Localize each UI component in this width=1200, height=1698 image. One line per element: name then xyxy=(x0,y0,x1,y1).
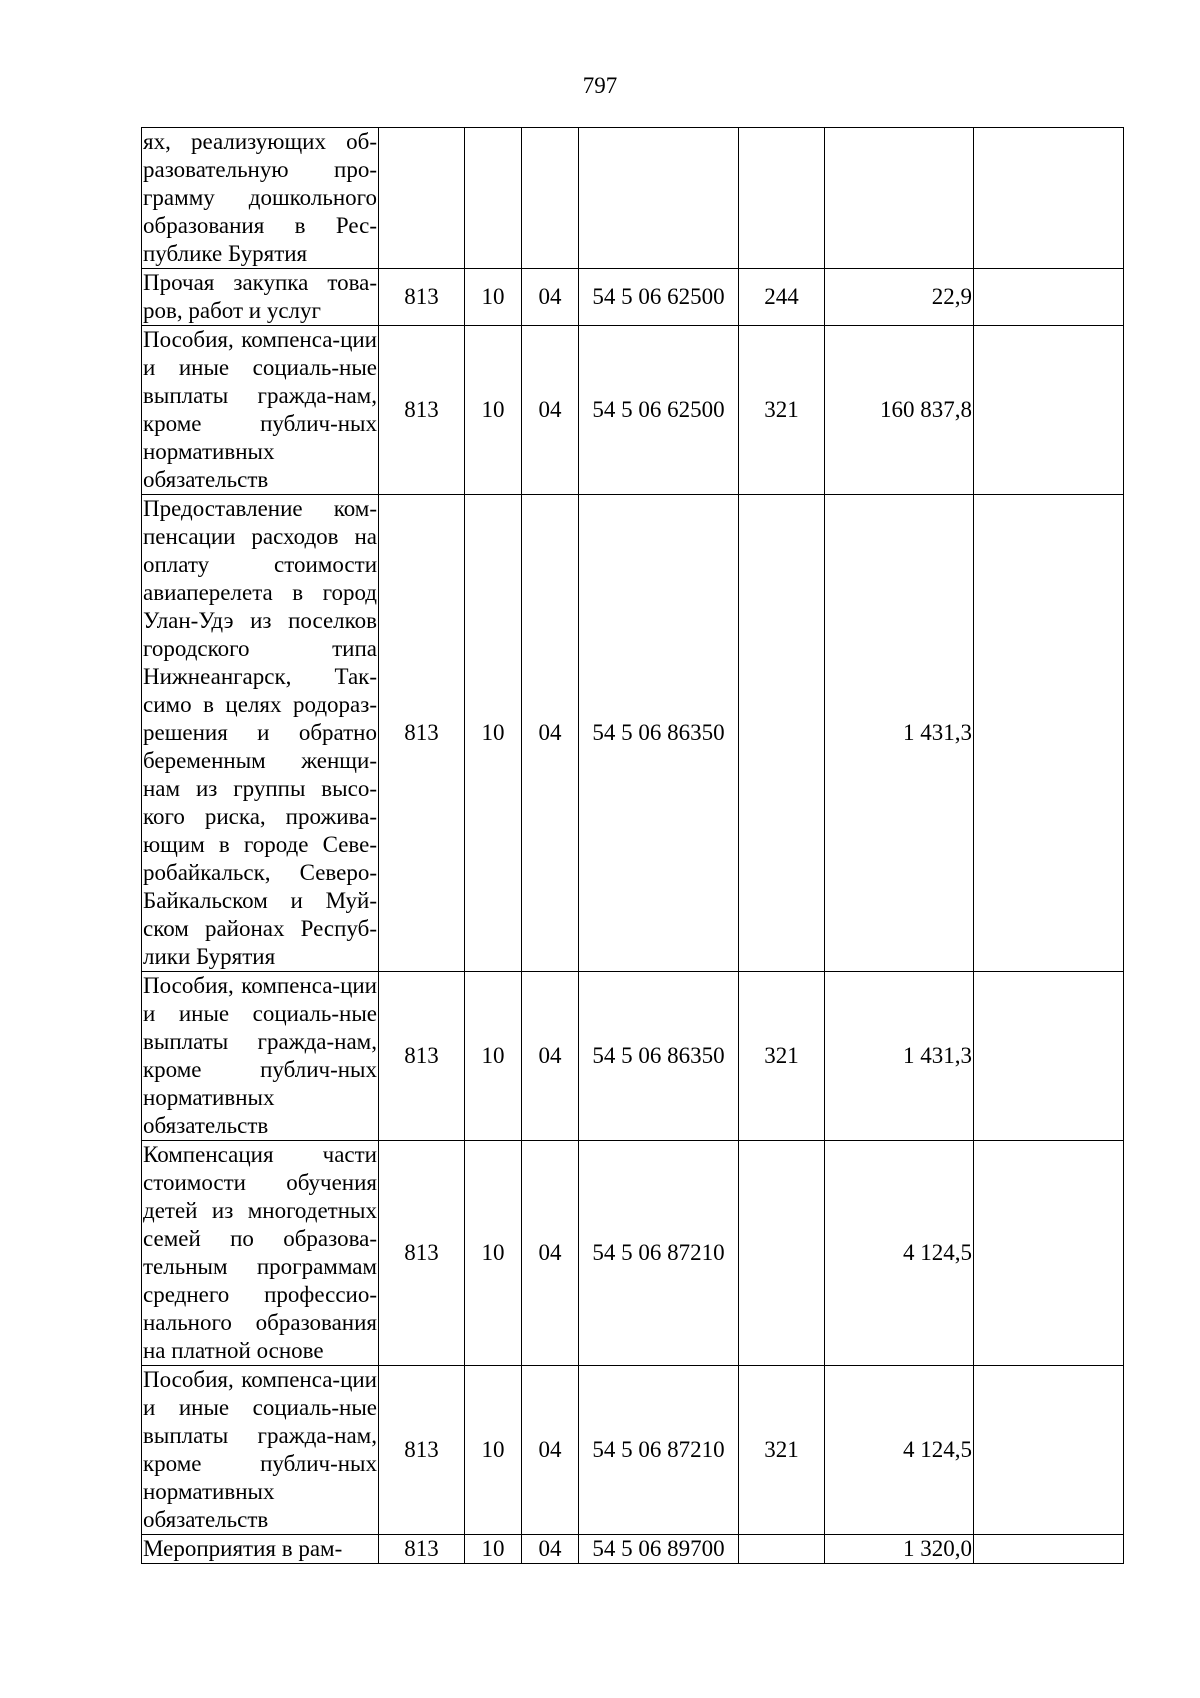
budget-table xyxy=(141,127,1124,1564)
target-item-code-cell: 54 5 06 86350 xyxy=(579,972,739,1141)
target-item-code-cell: 54 5 06 87210 xyxy=(579,1141,739,1366)
subsection-code-cell: 04 xyxy=(522,269,579,326)
expense-type-code-cell xyxy=(739,1535,825,1564)
amount-cell: 4 124,5 xyxy=(825,1366,974,1535)
section-code-cell: 10 xyxy=(465,1535,522,1564)
ministry-code-cell: 813 xyxy=(379,1535,465,1564)
extra-cell xyxy=(974,1366,1124,1535)
subsection-code-cell: 04 xyxy=(522,326,579,495)
table-row xyxy=(142,269,1124,326)
table-row xyxy=(142,1141,1124,1366)
ministry-code-cell xyxy=(379,128,465,269)
item-name-cell: ях, реализующих об-разовательную про-грамму дошкольного образования в Рес-публике Бурятия xyxy=(142,128,379,269)
extra-cell xyxy=(974,972,1124,1141)
subsection-code-cell: 04 xyxy=(522,1366,579,1535)
table-row xyxy=(142,972,1124,1141)
subsection-code-cell: 04 xyxy=(522,972,579,1141)
table-row xyxy=(142,495,1124,972)
expense-type-code-cell: 321 xyxy=(739,1366,825,1535)
expense-type-code-cell xyxy=(739,1141,825,1366)
item-name-cell: Пособия, компенса-ции и иные социаль-ные выплаты гражда-нам, кроме публич-ных нормативных обязательств xyxy=(142,326,379,495)
extra-cell xyxy=(974,326,1124,495)
section-code-cell: 10 xyxy=(465,269,522,326)
table-row xyxy=(142,326,1124,495)
section-code-cell: 10 xyxy=(465,972,522,1141)
table-row xyxy=(142,128,1124,269)
amount-cell: 160 837,8 xyxy=(825,326,974,495)
target-item-code-cell: 54 5 06 62500 xyxy=(579,269,739,326)
item-name-cell: Пособия, компенса-ции и иные социаль-ные выплаты гражда-нам, кроме публич-ных нормативных обязательств xyxy=(142,1366,379,1535)
section-code-cell xyxy=(465,128,522,269)
extra-cell xyxy=(974,495,1124,972)
ministry-code-cell: 813 xyxy=(379,495,465,972)
table-row xyxy=(142,1366,1124,1535)
target-item-code-cell xyxy=(579,128,739,269)
extra-cell xyxy=(974,269,1124,326)
expense-type-code-cell xyxy=(739,495,825,972)
subsection-code-cell: 04 xyxy=(522,495,579,972)
extra-cell xyxy=(974,128,1124,269)
item-name-cell: Прочая закупка това-ров, работ и услуг xyxy=(142,269,379,326)
ministry-code-cell: 813 xyxy=(379,326,465,495)
amount-cell: 1 431,3 xyxy=(825,495,974,972)
subsection-code-cell: 04 xyxy=(522,1535,579,1564)
amount-cell: 1 431,3 xyxy=(825,972,974,1141)
expense-type-code-cell xyxy=(739,128,825,269)
expense-type-code-cell: 321 xyxy=(739,326,825,495)
amount-cell: 22,9 xyxy=(825,269,974,326)
ministry-code-cell: 813 xyxy=(379,972,465,1141)
item-name-cell: Предоставление ком-пенсации расходов на оплату стоимости авиаперелета в город Улан-Удэ из поселков городского типа Нижнеангарск, Так-симо в целях родораз-решения и обратно беременным женщи-нам из группы высо-кого риска, прожива-ющим в городе Севе-робайкальск, Северо-Байкальском и Муй-ском районах Респуб-лики Бурятия xyxy=(142,495,379,972)
section-code-cell: 10 xyxy=(465,326,522,495)
item-name-cell: Мероприятия в рам- xyxy=(142,1535,379,1564)
target-item-code-cell: 54 5 06 89700 xyxy=(579,1535,739,1564)
item-name-cell: Пособия, компенса-ции и иные социаль-ные выплаты гражда-нам, кроме публич-ных нормативных обязательств xyxy=(142,972,379,1141)
subsection-code-cell xyxy=(522,128,579,269)
target-item-code-cell: 54 5 06 86350 xyxy=(579,495,739,972)
amount-cell: 1 320,0 xyxy=(825,1535,974,1564)
budget-table-body xyxy=(142,128,1124,1564)
section-code-cell: 10 xyxy=(465,1141,522,1366)
ministry-code-cell: 813 xyxy=(379,269,465,326)
ministry-code-cell: 813 xyxy=(379,1366,465,1535)
extra-cell xyxy=(974,1535,1124,1564)
amount-cell: 4 124,5 xyxy=(825,1141,974,1366)
item-name-cell: Компенсация части стоимости обучения детей из многодетных семей по образова-тельным программам среднего профессио-нального образования на платной основе xyxy=(142,1141,379,1366)
target-item-code-cell: 54 5 06 87210 xyxy=(579,1366,739,1535)
expense-type-code-cell: 321 xyxy=(739,972,825,1141)
ministry-code-cell: 813 xyxy=(379,1141,465,1366)
amount-cell xyxy=(825,128,974,269)
extra-cell xyxy=(974,1141,1124,1366)
section-code-cell: 10 xyxy=(465,495,522,972)
table-row xyxy=(142,1535,1124,1564)
target-item-code-cell: 54 5 06 62500 xyxy=(579,326,739,495)
page-number: 797 xyxy=(582,73,618,98)
expense-type-code-cell: 244 xyxy=(739,269,825,326)
section-code-cell: 10 xyxy=(465,1366,522,1535)
subsection-code-cell: 04 xyxy=(522,1141,579,1366)
